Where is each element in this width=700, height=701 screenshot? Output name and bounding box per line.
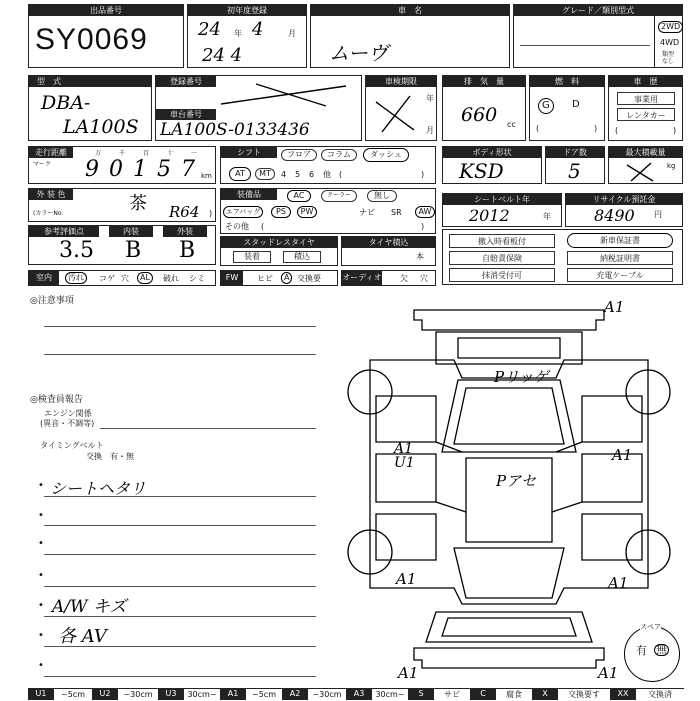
studless-label: スタッドレスタイヤ [221,237,337,248]
audio-label: オーディオ [342,271,382,285]
shift-6: 6 [309,170,315,179]
interior-burn: コゲ [99,274,115,283]
mark-right: A1 [612,446,633,464]
grades-int-label: 内装 [109,226,153,237]
body-box [442,146,542,184]
audio-box [341,270,436,286]
model-line2: LA100S [63,116,139,138]
exterior-paren-r: ) [209,209,213,218]
lot-label: 出品番号 [29,5,183,16]
seatbelt-box [442,193,562,227]
reg-label: 登録番号 [156,76,216,87]
mileage-d2: 1 [133,157,147,182]
legend-v9: 交換済 [636,688,684,700]
capacity-unit: kg [667,162,676,170]
mark-low-right: A1 [608,574,629,592]
legend-k5: A3 [346,688,372,700]
mark-left: A1 U1 [394,441,415,471]
doc-0: 撤入時看板付 [449,234,555,248]
interior-stain: シミ [189,274,205,283]
first-reg-box [187,4,307,68]
first-reg-label: 初年度登録 [188,5,306,16]
shift-paren-r: ) [421,170,425,179]
exterior-value: 茶 [129,193,147,214]
model-box [28,75,152,141]
legend-k2: U3 [158,688,184,700]
fw-replace: 交換要 [297,274,321,283]
shift-4: 4 [281,170,287,179]
legend-v0: ~5cm [54,688,92,700]
mileage-u2: 百 [143,150,150,157]
exterior-colorno-label: (カラーNo. [33,210,64,217]
inspector-item-4: A/W キズ [52,597,127,617]
fw-box [220,270,338,286]
lot-number: SY0069 [35,23,148,56]
first-reg-handwritten: 24 4 [202,45,243,66]
first-reg-month-unit: 月 [288,29,296,38]
shift-at: AT [229,167,251,181]
inspection-year-unit: 年 [426,94,434,103]
capacity-cross [623,161,657,183]
interior-al: AL [137,272,153,284]
studless-box [220,236,338,266]
belt-exchange: 交換 有・無 [86,452,134,461]
mileage-unit: km [201,172,212,180]
mileage-label: 走行距離 [29,147,73,158]
equip-none: 無し [367,190,397,202]
exterior-colorno: R64 [169,203,200,221]
doc-5: 充電ケーブル [567,268,673,282]
history-label: 車 歴 [609,76,682,87]
docs-box [442,229,683,285]
shift-other: 他 [323,170,331,179]
shift-paren-l: ( [339,170,343,179]
mileage-d1: 0 [109,157,123,182]
legend-v3: ~5cm [246,688,282,700]
legend-v5: 30cm~ [372,688,408,700]
spare-no: 無 [656,643,667,656]
doc-1: 新車保証書 [567,233,673,248]
shift-mt: MT [255,168,275,180]
chassis-label: 車台番号 [156,109,216,120]
grades-ext-label: 外装 [163,226,207,237]
fw-label: FW [221,271,243,285]
mileage-d0: 9 [85,157,99,182]
history-business: 事業用 [617,92,675,105]
recycle-label: リサイクル預託金 [566,194,682,205]
doc-3: 納税証明書 [567,251,673,265]
shift-floor: フロア [281,149,317,161]
interior-hole: 穴 [121,274,129,283]
grades-box [28,225,216,265]
interior-dirt: 汚れ [65,272,87,284]
spare-yes: 有 [636,644,647,657]
history-paren-r: ) [673,126,677,135]
fuel-label: 燃 料 [530,76,604,87]
mileage-u3: 十 [167,150,174,157]
seatbelt-label: シートベルト年 [443,194,561,205]
legend-v4: ~30cm [308,688,346,700]
exterior-label: 外 装 色 [29,189,73,200]
tire-load-unit: 本 [416,252,424,261]
body-value: KSD [459,159,504,183]
inspector-label: ◎検査員報告 [30,395,83,405]
shift-dash: ダッシュ [363,148,409,162]
grades-score: 3.5 [59,238,94,263]
legend-k6: S [408,688,434,700]
mileage-d4: 7 [181,157,195,182]
reg-box [155,75,362,141]
doors-value: 5 [568,159,581,183]
grade-box [513,4,683,68]
displacement-value: 660 [461,104,498,126]
doc-4: 抹消受付可 [449,268,555,282]
interior-label: 室内 [29,271,59,285]
history-box [608,75,683,141]
mileage-mark: マーク [33,161,52,168]
displacement-unit: cc [507,120,516,129]
car-name-label: 車 名 [311,5,509,16]
recycle-value: 8490 [594,206,635,225]
legend-k0: U1 [28,688,54,700]
legend-v8: 交換要す [558,688,610,700]
equip-aw: AW [415,206,435,218]
displacement-box [442,75,526,141]
tire-load-box [341,236,436,266]
grades-int: B [125,238,142,263]
capacity-box [608,146,683,184]
audio-missing: 欠 [400,274,408,283]
engine-sub: (異音・不調等) [40,419,95,428]
displacement-label: 排 気 量 [443,76,525,87]
mileage-u0: 万 [95,150,102,157]
mileage-u4: 一 [191,150,198,157]
fw-crack: ヒビ [257,274,273,283]
studless-loaded: 積込 [283,251,321,263]
grade-4wd: 4WD [660,38,680,47]
mileage-box [28,146,216,184]
audio-hole: 穴 [420,274,428,283]
doors-label: ドア数 [546,147,604,158]
fuel-box [529,75,605,141]
equip-airbag: エアバッグ [223,206,263,218]
exterior-box [28,188,216,222]
equip-ac: AC [287,190,311,202]
legend-k4: A2 [282,688,308,700]
fuel-g: G [538,98,554,114]
equip-navi: ナビ [359,208,375,217]
equipment-label: 装備品 [221,189,277,200]
history-paren-l: ( [615,126,619,135]
fw-a: A [281,272,292,284]
spare-circle [624,626,680,682]
shift-5: 5 [295,170,301,179]
grade-none: 類型 なし [662,51,675,65]
mileage-u1: 千 [119,150,126,157]
first-reg-year: 24 [198,19,221,40]
legend-v7: 腐食 [496,688,532,700]
chassis-value: LA100S-0133436 [160,120,310,140]
seatbelt-value: 2012 [469,206,510,225]
fuel-paren-r: ) [594,124,598,133]
equip-pw: PW [297,206,317,218]
tire-load-label: タイヤ積込 [342,237,435,248]
mark-front-top: A1 [604,298,625,316]
notes-label: ◎注意事項 [30,296,74,306]
grades-ext: B [179,238,196,263]
model-label: 型 式 [29,76,151,87]
doc-2: 自賠責保険 [449,251,555,265]
model-line1: DBA- [41,92,91,114]
equipment-box [220,188,436,234]
equip-cooler: クーラー [321,190,357,202]
inspection-cross [370,92,420,136]
shift-box [220,146,436,184]
inspector-item-0: シートヘタリ [50,479,147,498]
inspection-label: 車検期限 [366,76,436,87]
equip-sr: SR [391,208,402,217]
interior-tear: 破れ [163,274,179,283]
fuel-paren-l: ( [536,124,540,133]
legend-v2: 30cm~ [184,688,220,700]
inspection-box [365,75,437,141]
spare-label: スペア [640,623,661,631]
inspection-month-unit: 月 [426,126,434,135]
equip-paren-l: ( [261,222,265,231]
interior-box [28,270,216,286]
equip-ps: PS [271,206,291,218]
first-reg-year-unit: 年 [234,29,242,38]
history-rental: レンタカー [617,108,675,121]
shift-column: コラム [321,149,357,161]
mark-trunk: Pリッゲ [494,368,549,386]
mileage-d3: 5 [157,157,171,182]
legend-k3: A1 [220,688,246,700]
mark-center: Pアセ [496,472,536,490]
equip-other-label: その他 [225,222,249,231]
shift-label: シフト [221,147,277,158]
equip-paren-r: ) [421,222,425,231]
fuel-d: D [572,99,580,110]
first-reg-month: 4 [252,19,264,40]
car-name-value: ムーヴ [329,41,388,65]
legend-k7: C [470,688,496,700]
recycle-unit: 円 [654,210,662,219]
grade-2wd: 2WD [658,21,683,33]
mark-bottom-right: A1 [598,664,619,682]
belt-label: タイミングベルト [40,441,104,450]
legend-k8: X [532,688,558,700]
legend-k9: XX [610,688,636,700]
grade-label: グレード／類別型式 [514,5,682,16]
capacity-label: 最大積載量 [609,147,682,158]
mark-bottom-left: A1 [398,664,419,682]
studless-mounted: 装着 [233,251,271,263]
legend-k1: U2 [92,688,118,700]
reg-strike [216,80,356,108]
seatbelt-unit: 年 [543,212,551,221]
body-label: ボディ形状 [443,147,541,158]
car-name-box [310,4,510,68]
doors-box [545,146,605,184]
legend-v1: ~30cm [118,688,158,700]
engine-label: エンジン関係 [44,409,92,418]
grades-label: 参考評価点 [29,226,99,237]
legend-v6: サビ [434,688,470,700]
lot-box [28,4,184,68]
inspector-item-5: 各 AV [58,626,107,647]
mark-low-left: A1 [396,570,417,588]
recycle-box [565,193,683,227]
